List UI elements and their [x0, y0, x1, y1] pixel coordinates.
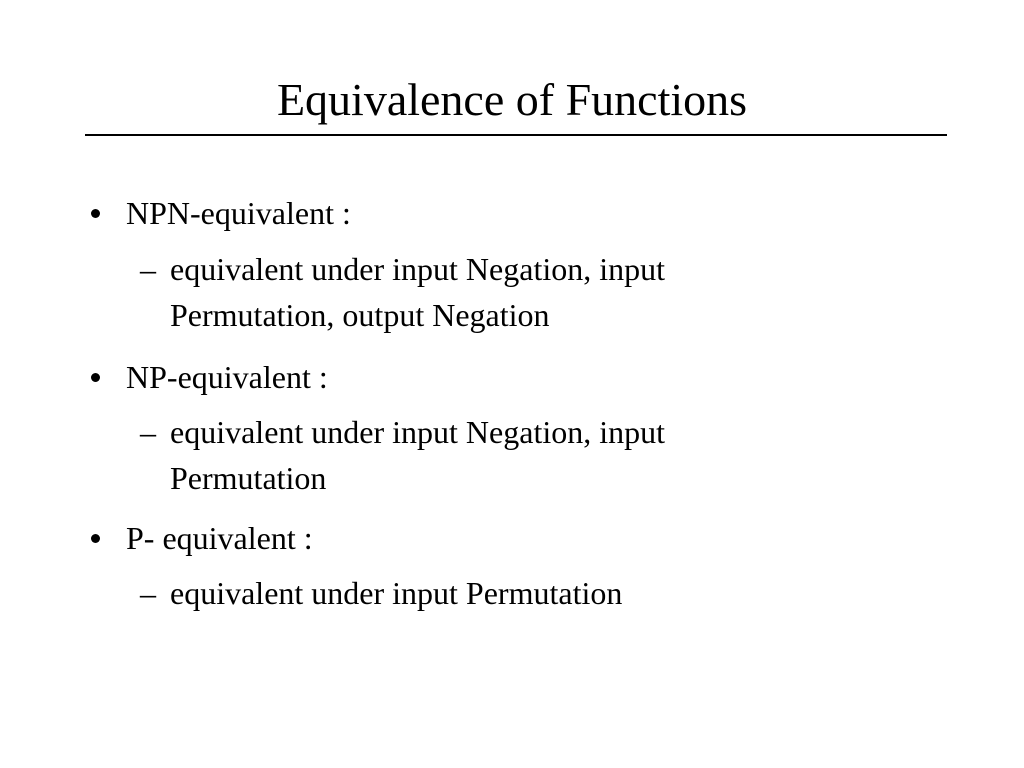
sub-bullet-marker: –: [140, 575, 156, 611]
bullet-dot: [91, 209, 100, 218]
bullet-np-label: NP-equivalent :: [126, 359, 328, 395]
sub-bullet-p-line1: equivalent under input Permutation: [170, 575, 623, 611]
sub-bullet-marker: –: [140, 414, 156, 450]
sub-bullet-npn-line1: equivalent under input Negation, input: [170, 251, 665, 287]
bullet-p-label: P- equivalent :: [126, 520, 313, 556]
bullet-npn-label: NPN-equivalent :: [126, 195, 351, 231]
sub-bullet-npn-line2: Permutation, output Negation: [170, 297, 550, 333]
sub-bullet-np-line1: equivalent under input Negation, input: [170, 414, 665, 450]
sub-bullet-np-line2: Permutation: [170, 460, 327, 496]
slide-title: Equivalence of Functions: [276, 74, 748, 125]
bullet-dot: [91, 534, 100, 543]
bullet-dot: [91, 373, 100, 382]
sub-bullet-marker: –: [140, 251, 156, 287]
